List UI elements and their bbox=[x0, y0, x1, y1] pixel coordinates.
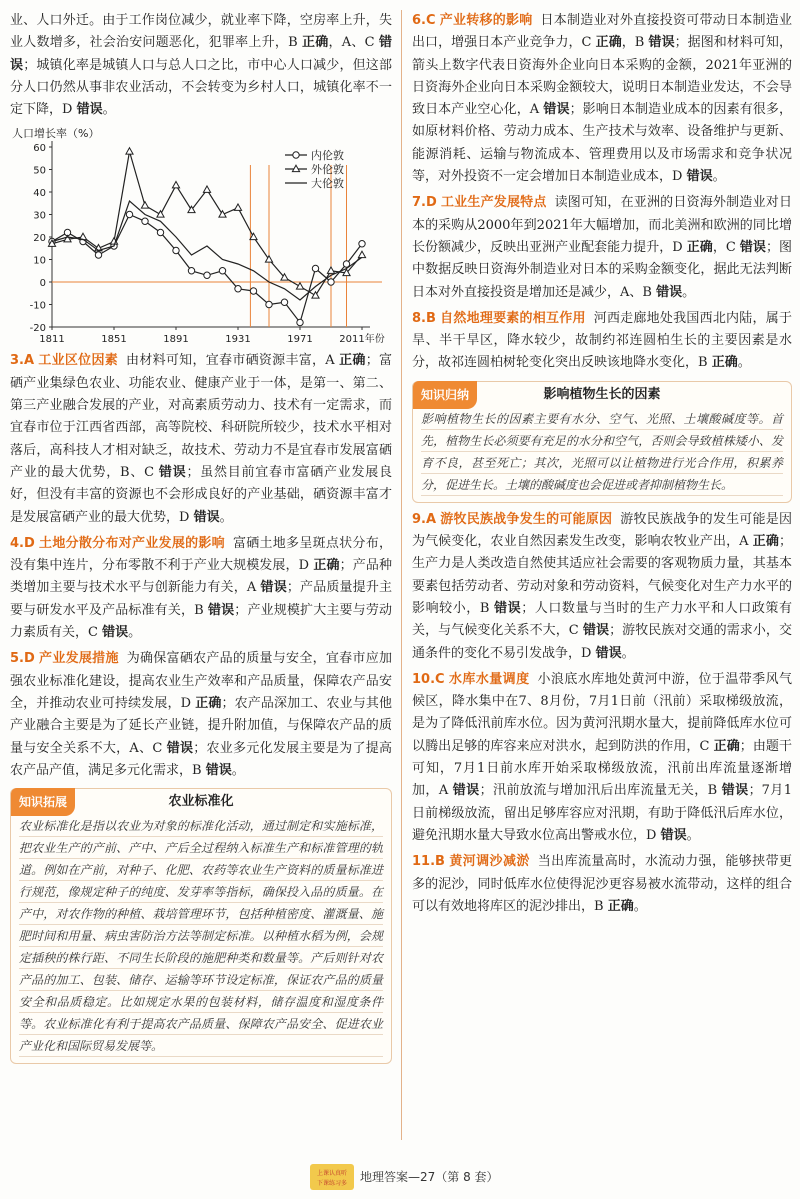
answer-topic: 自然地理要素的相互作用 bbox=[439, 310, 586, 326]
verdict: 正确 bbox=[339, 353, 366, 369]
answer-number: 5.D bbox=[10, 651, 35, 667]
x-tick-label: 1851 bbox=[101, 334, 127, 346]
answer-number: 6.C bbox=[412, 13, 436, 28]
answer-item: 7.D 工业生产发展特点 读图可知，在亚洲的日资海外制造业对日本的采购从2000年到2021年大幅增加，而北美洲和欧洲的同比增长份额减少，反映出亚洲产业配套能力提升，D 正确，C 错误；图中数据反映日资海外制造业对日本的采购金额变化，据此无法判断日本对外直接投资是增加还是减少，A、B 错误。 bbox=[412, 195, 792, 300]
data-point bbox=[327, 267, 334, 273]
answer-number: 9.A bbox=[412, 511, 437, 527]
data-point bbox=[126, 212, 132, 218]
logo-text-1: 上课认真听 bbox=[316, 1170, 348, 1177]
data-point bbox=[126, 148, 133, 154]
verdict: 错误 bbox=[595, 645, 622, 661]
data-point bbox=[297, 320, 303, 326]
box-label: 知识归纳 bbox=[413, 381, 477, 409]
page-footer bbox=[0, 1162, 800, 1192]
intro-paragraph: 业、人口外迁。由于工作岗位减少，就业率下降，空房率上升，失业人数增多，社会治安问题恶化，犯罪率上升，B 正确，A、C 错误；城镇化率是城镇人口与总人口之比，市中心人口减少，但这部分人口仍然从事非农业活动，不会转变为乡村人口，城镇化率不一定下降，D 错误。 bbox=[10, 13, 393, 118]
y-tick-label: 20 bbox=[33, 233, 46, 245]
box-title: 影响植物生长的因素 bbox=[543, 386, 661, 402]
data-point bbox=[266, 302, 272, 308]
chart-svg bbox=[10, 125, 392, 350]
answer-topic: 黄河调沙减淤 bbox=[448, 854, 530, 870]
answer-item: 6.C 产业转移的影响 日本制造业对外直接投资可带动日本制造业出口，增强日本产业竞争力，C 正确，B 错误；据图和材料可知，箭头上数字代表日资海外企业向日本采购的金额，2021年亚洲的日资海外企业向日本采购金额较大，说明日本制造业发达，不会导致日本产业空心化，A 错误；影响日本制造业成本的因素有很多，如原材料价格、劳动力成本、生产技术与效率、设备维护与更新、能源消耗、运输与物流成本、管理费用以及市场需求和竞争状况等，对外投资不一定会增加日本制造业成本，D 错误。 bbox=[412, 13, 792, 185]
verdict: 错误 bbox=[494, 600, 522, 616]
answer-number: 10.C bbox=[412, 671, 445, 687]
verdict: 正确 bbox=[313, 558, 340, 574]
data-point bbox=[250, 288, 256, 294]
answer-item: 9.A 游牧民族战争发生的可能原因 游牧民族战争的发生可能是因为气候变化，农业自然因素发生改变，影响农牧业产出，A 正确；生产力是人类改造自然使其适应社会需要的客观物质力量，其基本要素包括劳动者、劳动对象和劳动资料，气候变化对生产力水平的影响较小，B 错误；人口数量与当时的生产力水平和人口政策有关，与气候变化关系不大，C 错误；游牧民族对交通的需求小，交通条件的变化不易引发战争，D 错误。 bbox=[412, 511, 792, 661]
data-point bbox=[172, 182, 179, 188]
legend-marker bbox=[292, 166, 299, 172]
left-answer-list bbox=[10, 350, 392, 782]
data-point bbox=[204, 273, 210, 279]
answer-item: 11.B 黄河调沙减淤 当出库流量高时，水流动力强，能够挟带更多的泥沙，同时低库水位使得泥沙更容易被水流带动，这样的组合可以有效地将库区的泥沙排出，B 正确。 bbox=[412, 854, 792, 914]
answer-item: 4.D 土地分散分布对产业发展的影响 富硒土地多呈斑点状分布，没有集中连片，分布零散不利于产业大规模发展，D 正确；产品种类增加主要与技术水平与创新能力有关，A 错误；产品质量提升主要与研发水平及产品标准有关，B 错误；产业规模扩大主要与劳动力素质有关，C 错误。 bbox=[10, 535, 392, 641]
verdict: 错误 bbox=[10, 35, 393, 73]
data-point bbox=[95, 252, 101, 258]
answer-item: 8.B 自然地理要素的相互作用 河西走廊地处我国西北内陆，属于旱、半干旱区，降水较少，故制约祁连圆柏生长的主要因素是水分，故祁连圆柏树轮变化突出反映该地降水变化，B 正确。 bbox=[412, 310, 792, 371]
verdict: 错误 bbox=[721, 783, 749, 799]
y-tick-label: 0 bbox=[39, 278, 46, 290]
chart-ylabel: 人口增长率（%） bbox=[12, 127, 100, 141]
x-tick-label: 1811 bbox=[39, 334, 65, 346]
data-point bbox=[281, 300, 287, 306]
box-title: 农业标准化 bbox=[168, 794, 234, 810]
publisher-logo-icon bbox=[310, 1164, 354, 1190]
verdict: 错误 bbox=[660, 827, 687, 843]
verdict: 正确 bbox=[595, 35, 622, 51]
knowledge-summary-box bbox=[412, 381, 792, 503]
data-point bbox=[173, 248, 179, 254]
y-tick-label: 10 bbox=[33, 255, 46, 267]
y-tick-label: 60 bbox=[33, 143, 46, 155]
answer-number: 4.D bbox=[10, 535, 35, 551]
y-tick-label: -10 bbox=[29, 300, 46, 312]
data-point bbox=[328, 279, 334, 285]
x-tick-label: 1891 bbox=[163, 334, 189, 346]
verdict: 错误 bbox=[686, 169, 713, 185]
legend-label: 外伦敦 bbox=[311, 163, 344, 177]
answer-item: 3.A 工业区位因素 由材料可知，宜春市硒资源丰富，A 正确；富硒产业集绿色农业、功能农业、健康产业于一体，是第一、第二、第三产业融合发展的产业，对高素质劳动力、技术有一定需求，而宜春市位于江西省西部，高等院校、科研院所较少，技术水平相对落后，高科技人才相对缺乏，故技术、劳动力不是宜春市发展富硒产业的最大优势，B、C 错误；虽然目前宜春市富硒产业发展良好，但没有丰富的资源也不会形成良好的产业基础，硒资源丰富才是发展富硒产业的最大优势，D 错误。 bbox=[10, 353, 392, 525]
answer-topic: 工业生产发展特点 bbox=[440, 195, 547, 211]
data-point bbox=[234, 204, 241, 210]
data-point bbox=[312, 292, 319, 298]
x-tick-label: 1931 bbox=[225, 334, 251, 346]
answer-number: 11.B bbox=[412, 854, 445, 870]
verdict: 错误 bbox=[582, 623, 610, 639]
series-line-大伦敦 bbox=[52, 201, 362, 300]
answer-number: 7.D bbox=[412, 195, 437, 211]
box-label: 知识拓展 bbox=[11, 788, 75, 816]
verdict: 错误 bbox=[648, 35, 675, 51]
verdict: 正确 bbox=[713, 738, 740, 754]
answer-number: 3.A bbox=[10, 353, 35, 369]
data-point bbox=[235, 286, 241, 292]
verdict: 错误 bbox=[207, 602, 235, 618]
data-point bbox=[188, 268, 194, 274]
data-point bbox=[296, 283, 303, 289]
answer-topic: 产业转移的影响 bbox=[439, 13, 533, 28]
answer-number: 8.B bbox=[412, 310, 436, 326]
x-tick-label: 1971 bbox=[287, 334, 313, 346]
verdict: 正确 bbox=[607, 898, 634, 914]
verdict: 错误 bbox=[205, 762, 232, 778]
right-column bbox=[412, 10, 792, 922]
verdict: 错误 bbox=[739, 239, 766, 255]
verdict: 正确 bbox=[195, 695, 222, 711]
verdict: 错误 bbox=[260, 580, 287, 596]
verdict: 错误 bbox=[193, 509, 220, 525]
legend-marker bbox=[293, 152, 299, 158]
verdict: 正确 bbox=[686, 239, 713, 255]
answer-topic: 工业区位因素 bbox=[38, 353, 119, 369]
y-tick-label: -20 bbox=[29, 323, 46, 335]
data-point bbox=[142, 219, 148, 225]
answer-topic: 土地分散分布对产业发展的影响 bbox=[38, 535, 225, 551]
verdict: 正确 bbox=[711, 355, 738, 371]
verdict: 错误 bbox=[543, 102, 570, 118]
answer-topic: 水库水量调度 bbox=[448, 671, 530, 687]
data-point bbox=[312, 266, 318, 272]
verdict: 错误 bbox=[158, 464, 187, 480]
y-tick-label: 30 bbox=[33, 210, 46, 222]
left-column bbox=[10, 10, 392, 1070]
knowledge-expansion-box bbox=[10, 788, 392, 1064]
data-point bbox=[157, 230, 163, 236]
answer-item: 5.D 产业发展措施 为确保富硒农产品的质量与安全，宜春市应加强农业标准化建设，提高农业生产效率和产品质量，保障农产品安全，并推动农业可持续发展，D 正确；农产品深加工、农业与其他产业融合主要是为了延长产业链，提升附加值，与保障农产品的质量与安全关系不大，A、C 错误；农业多元化发展主要是为了提高农产品产值，满足多元化需求，B 错误。 bbox=[10, 651, 392, 778]
column-divider bbox=[401, 10, 402, 1140]
verdict: 错误 bbox=[76, 102, 103, 118]
legend-label: 大伦敦 bbox=[311, 177, 344, 191]
right-answer-list-2 bbox=[412, 509, 792, 918]
verdict: 正确 bbox=[302, 35, 329, 51]
verdict: 错误 bbox=[102, 625, 129, 641]
box-body: 农业标准化是指以农业为对象的标准化活动，通过制定和实施标准，把农业生产的产前、产中、产后全过程纳入标准生产和标准管理的轨道。例如在产前，对种子、化肥、农药等农业生产资料的质量标准进行规范，像规定种子的纯度、发芽率等指标，确保投入品的质量。在产中，对农作物的种植、栽培管理环节，包括种植密度、灌溉量、施肥时间和用量、病虫害防治方法等制定标准。以种植水稻为例，会规定插秧的株行距、不同生长阶段的施肥种类和数量等。产后则针对农产品的加工、包装、储存、运输等环节设定标准，保证农产品的质量安全和品质稳定。比如规定水果的包装材料，储存温度和湿度条件等。农业标准化有利于提高农产品质量、保障农产品安全、促进农业产业化和国际贸易发展等。 bbox=[19, 815, 383, 1057]
y-tick-label: 40 bbox=[33, 188, 46, 200]
answer-topic: 产业发展措施 bbox=[38, 651, 119, 667]
verdict: 错误 bbox=[166, 740, 194, 756]
data-point bbox=[358, 252, 365, 258]
legend-label: 内伦敦 bbox=[311, 149, 344, 163]
data-point bbox=[359, 241, 365, 247]
data-point bbox=[157, 211, 164, 217]
y-tick-label: 50 bbox=[33, 165, 46, 177]
data-point bbox=[219, 268, 225, 274]
box-body: 影响植物生长的因素主要有水分、空气、光照、土壤酸碱度等。首先，植物生长必须要有充足的水分和空气，否则会导致植株矮小、发育不良，甚至死亡；其次，光照可以让植物进行光合作用，积累养分，促进生长。土壤的酸碱度也会促进或者抑制植物生长。 bbox=[421, 408, 783, 496]
logo-text-2: 下课练习多 bbox=[316, 1180, 348, 1187]
answer-item: 10.C 水库水量调度 小浪底水库地处黄河中游，位于温带季风气候区，降水集中在7、8月份，7月1日前（汛前）采取梯级放流，是为了降低汛前库水位。因为黄河汛期水量大，提前降低库水位可以腾出足够的库容来应对洪水，起到防洪的作用，C 正确；由题干可知，7月1日前水库开始采取梯级放流，汛前出库流量逐渐增加，A 错误；汛前放流与增加汛后出库流量无关，B 错误；7月1日前梯级放流，留出足够库容应对汛期，有助于降低汛后库水位，避免汛期水量大导致水位高出警戒水位，D 错误。 bbox=[412, 671, 792, 843]
verdict: 错误 bbox=[656, 284, 683, 300]
x-tick-label: 2011年份 bbox=[339, 334, 385, 346]
answer-topic: 游牧民族战争发生的可能原因 bbox=[440, 511, 613, 527]
verdict: 错误 bbox=[452, 783, 480, 799]
population-growth-chart bbox=[10, 125, 392, 350]
page-number: 地理答案—27（第 8 套） bbox=[360, 1170, 499, 1184]
verdict: 正确 bbox=[752, 534, 779, 550]
right-answer-list bbox=[412, 10, 792, 375]
data-point bbox=[250, 234, 257, 240]
data-point bbox=[203, 186, 210, 192]
data-point bbox=[141, 202, 148, 208]
